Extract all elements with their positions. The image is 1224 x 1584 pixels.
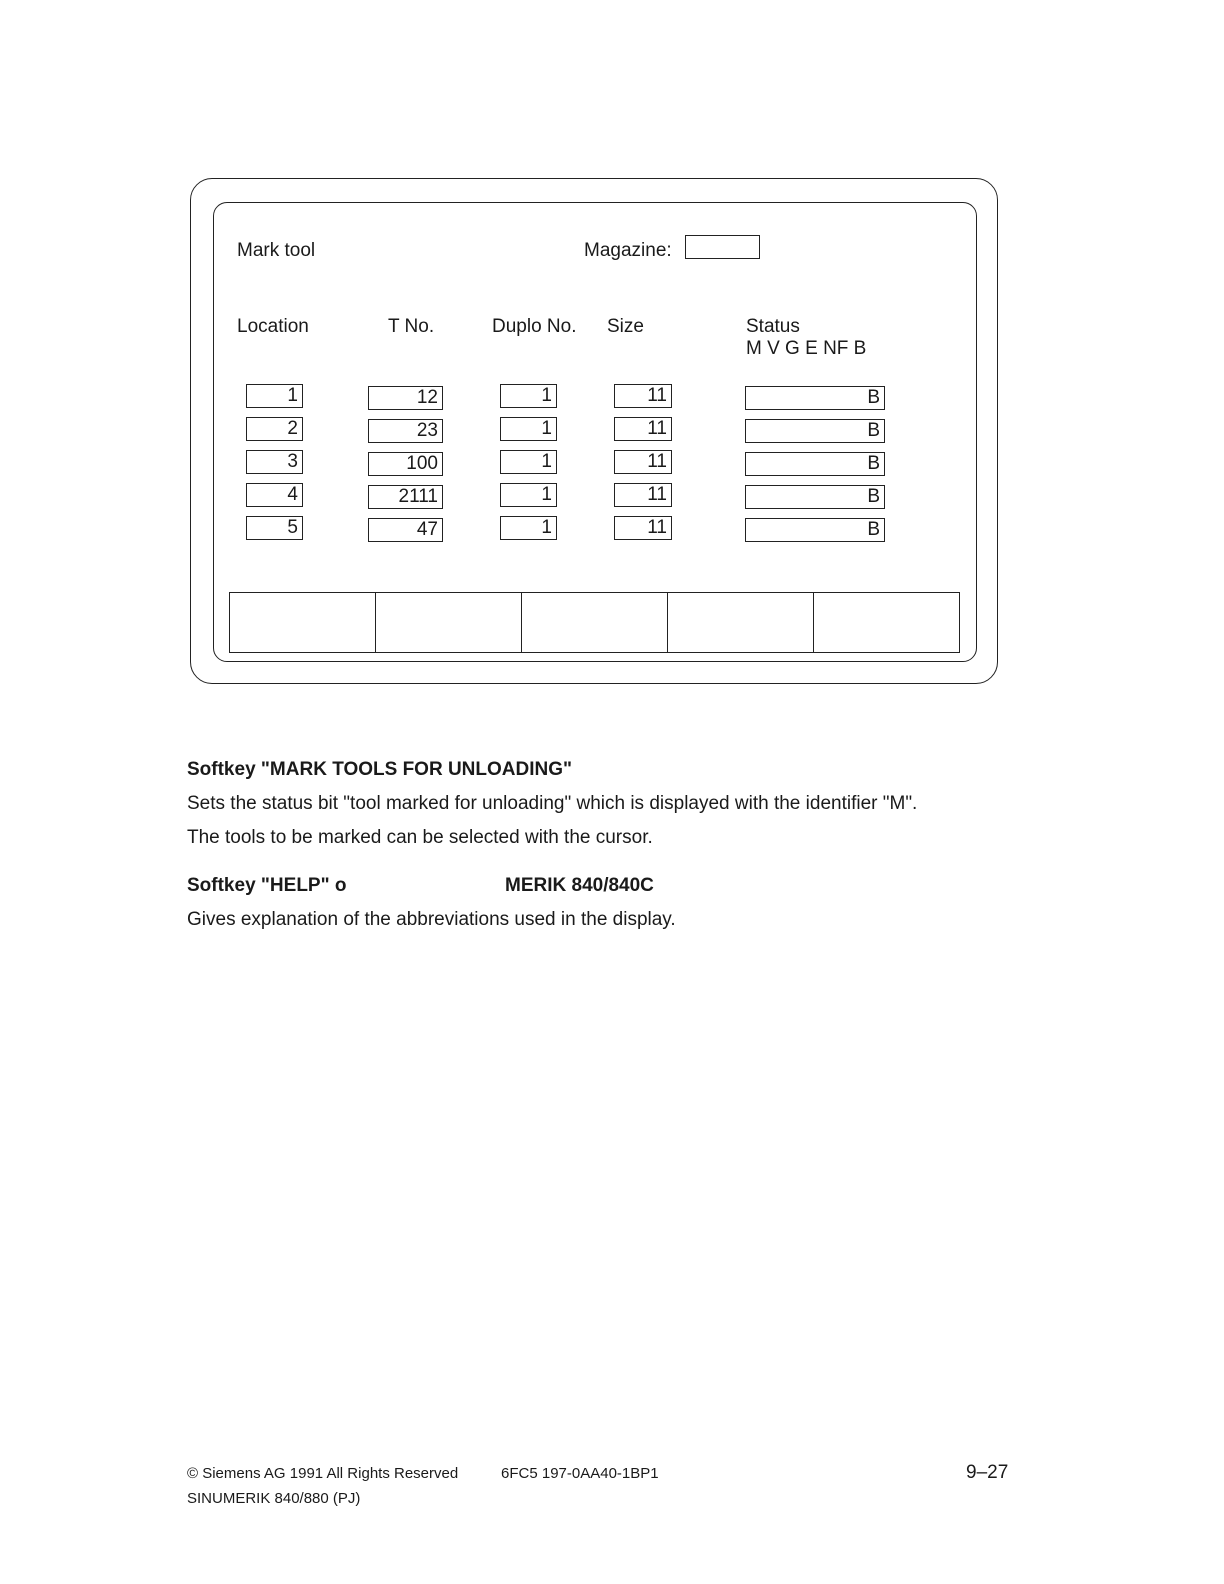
column-header-t-no: T No. xyxy=(388,316,435,337)
column-header-status: Status xyxy=(746,316,800,337)
heading-help-left: Softkey "HELP" o xyxy=(187,875,347,896)
footer-page-number: 9–27 xyxy=(966,1462,1009,1483)
size-field[interactable]: 11 xyxy=(614,450,672,474)
heading-help-right: MERIK 840/840C xyxy=(505,875,654,896)
duplo-field[interactable]: 1 xyxy=(500,450,557,474)
status-flags-legend: M V G E NF B xyxy=(746,338,867,359)
t-no-field[interactable]: 12 xyxy=(368,386,443,410)
size-field[interactable]: 11 xyxy=(614,417,672,441)
size-field[interactable]: 11 xyxy=(614,483,672,507)
t-no-field[interactable]: 47 xyxy=(368,518,443,542)
softkey-3[interactable] xyxy=(522,593,668,652)
footer-order-number: 6FC5 197-0AA40-1BP1 xyxy=(501,1465,659,1482)
column-header-location: Location xyxy=(237,316,309,337)
magazine-input[interactable] xyxy=(685,235,760,259)
status-field[interactable]: B xyxy=(745,485,885,509)
paragraph-mark-tools-2: The tools to be marked can be selected with the cursor. xyxy=(187,827,653,848)
softkey-1[interactable] xyxy=(230,593,376,652)
softkey-5[interactable] xyxy=(814,593,959,652)
size-field[interactable]: 11 xyxy=(614,384,672,408)
t-no-field[interactable]: 23 xyxy=(368,419,443,443)
paragraph-help: Gives explanation of the abbreviations used in the display. xyxy=(187,909,676,930)
magazine-label: Magazine: xyxy=(584,240,672,261)
duplo-field[interactable]: 1 xyxy=(500,417,557,441)
footer-copyright: © Siemens AG 1991 All Rights Reserved xyxy=(187,1465,459,1482)
location-field[interactable]: 5 xyxy=(246,516,303,540)
column-header-size: Size xyxy=(607,316,644,337)
paragraph-mark-tools-1: Sets the status bit "tool marked for unloading" which is displayed with the identifier "M". xyxy=(187,793,918,814)
t-no-field[interactable]: 100 xyxy=(368,452,443,476)
softkey-2[interactable] xyxy=(376,593,522,652)
footer-product: SINUMERIK 840/880 (PJ) xyxy=(187,1490,361,1507)
status-field[interactable]: B xyxy=(745,386,885,410)
status-field[interactable]: B xyxy=(745,452,885,476)
size-field[interactable]: 11 xyxy=(614,516,672,540)
duplo-field[interactable]: 1 xyxy=(500,516,557,540)
screen-title: Mark tool xyxy=(237,240,316,261)
location-field[interactable]: 3 xyxy=(246,450,303,474)
duplo-field[interactable]: 1 xyxy=(500,483,557,507)
heading-mark-tools: Softkey "MARK TOOLS FOR UNLOADING" xyxy=(187,759,573,780)
status-field[interactable]: B xyxy=(745,419,885,443)
softkey-bar xyxy=(229,592,960,653)
location-field[interactable]: 1 xyxy=(246,384,303,408)
t-no-field[interactable]: 2111 xyxy=(368,485,443,509)
softkey-4[interactable] xyxy=(668,593,814,652)
location-field[interactable]: 4 xyxy=(246,483,303,507)
location-field[interactable]: 2 xyxy=(246,417,303,441)
column-header-duplo-no: Duplo No. xyxy=(492,316,577,337)
status-field[interactable]: B xyxy=(745,518,885,542)
duplo-field[interactable]: 1 xyxy=(500,384,557,408)
